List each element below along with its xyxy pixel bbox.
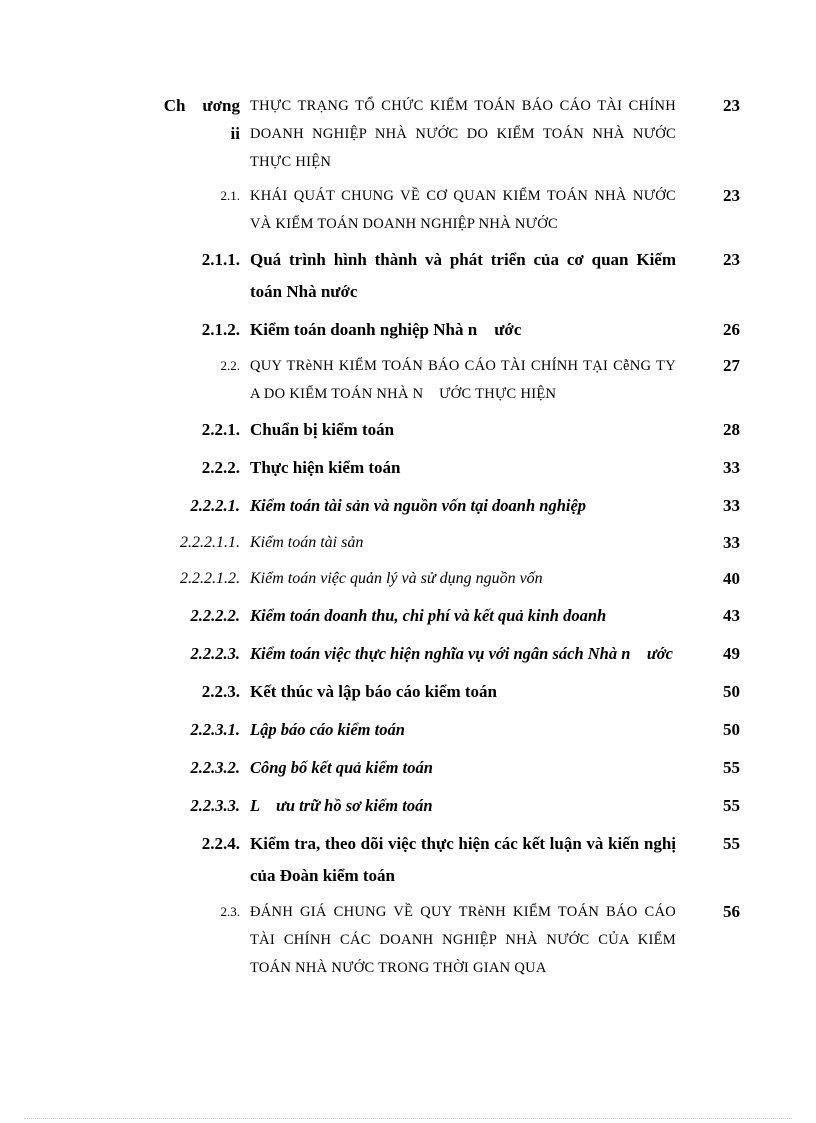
toc-row [140, 600, 750, 638]
toc-title: Kiểm toán việc quản lý và sử dụng nguồn vốn [250, 570, 543, 587]
toc-row [140, 676, 750, 714]
toc-number: 2.2.2.2. [190, 606, 240, 625]
toc-page: 49 [723, 644, 740, 663]
toc-page: 28 [723, 420, 740, 439]
table-of-contents [140, 92, 750, 988]
toc-title: QUY TRèNH KIỂM TOÁN BÁO CÁO TÀI CHÍNH TẠI CễNG TY A DO KIỂM TOÁN NHÀ N ƯỚC THỰC HIỆN [250, 358, 680, 402]
toc-page: 50 [723, 720, 740, 739]
toc-title: Kiểm tra, theo dõi việc thực hiện các kết luận và kiến nghị của Đoàn kiểm toán [250, 834, 676, 885]
toc-number: 2.2.2. [201, 458, 240, 477]
toc-title: Kiểm toán tài sản và nguồn vốn tại doanh nghiệp [250, 496, 587, 515]
page-bottom-divider [24, 1118, 792, 1119]
toc-number [140, 92, 250, 182]
toc-row-chapter-2 [140, 92, 750, 182]
toc-number: 2.2.2.1.2. [180, 570, 240, 587]
toc-row [140, 182, 750, 244]
toc-title: Quá trình hình thành và phát triển của cơ quan Kiểm toán Nhà nước [250, 250, 676, 301]
toc-page: 55 [723, 796, 740, 815]
toc-title: Kiểm toán doanh thu, chi phí và kết quả kinh doanh [250, 606, 607, 625]
toc-page: 23 [723, 250, 740, 269]
chapter-label: Ch ương [163, 96, 240, 115]
toc-page: 43 [723, 606, 740, 625]
chapter-numeral: ii [230, 124, 240, 143]
toc-page: 40 [723, 569, 740, 588]
toc-number: 2.2.2.1. [190, 496, 240, 515]
toc-number: 2.2.2.3. [190, 644, 240, 663]
toc-row [140, 244, 750, 314]
toc-row [140, 452, 750, 490]
toc-title: Kiểm toán tài sản [250, 534, 364, 551]
toc-title: Lập báo cáo kiểm toán [250, 720, 405, 739]
toc-number: 2.1.2. [201, 320, 240, 339]
toc-page: 27 [723, 356, 740, 375]
toc-title: L ưu trữ hồ sơ kiểm toán [250, 796, 433, 815]
toc-title: Thực hiện kiểm toán [250, 458, 401, 477]
toc-page: 23 [723, 96, 740, 115]
toc-title: THỰC TRẠNG TỔ CHỨC KIỂM TOÁN BÁO CÁO TÀI CHÍNH DOANH NGHIỆP NHÀ NƯỚC DO KIỂM TOÁN NHÀ NƯỚC THỰC HIỆN [250, 98, 676, 170]
toc-page: 23 [723, 186, 740, 205]
toc-page: 33 [723, 458, 740, 477]
toc-row [140, 752, 750, 790]
toc-page: 55 [723, 834, 740, 853]
toc-row [140, 414, 750, 452]
toc-page: 33 [723, 533, 740, 552]
toc-number: 2.2.3.1. [190, 720, 240, 739]
toc-number: 2.1.1. [201, 250, 240, 269]
toc-row [140, 828, 750, 898]
toc-row [140, 314, 750, 352]
toc-page: 50 [723, 682, 740, 701]
toc-row [140, 898, 750, 988]
toc-row [140, 564, 750, 600]
toc-number: 2.2. [220, 358, 240, 373]
toc-page: 33 [723, 496, 740, 515]
toc-number: 2.1. [220, 188, 240, 203]
toc-title: ĐÁNH GIÁ CHUNG VỀ QUY TRèNH KIỂM TOÁN BÁO CÁO TÀI CHÍNH CÁC DOANH NGHIỆP NHÀ NƯỚC CỦA KIỂM TOÁN NHÀ NƯỚC TRONG THỜI GIAN QUA [250, 904, 676, 976]
toc-title: Chuẩn bị kiểm toán [250, 420, 395, 439]
toc-number: 2.2.3. [201, 682, 240, 701]
toc-row [140, 790, 750, 828]
toc-number: 2.2.1. [201, 420, 240, 439]
toc-number: 2.2.4. [201, 834, 240, 853]
toc-row [140, 352, 750, 414]
toc-number: 2.2.3.2. [190, 758, 240, 777]
toc-number: 2.2.3.3. [190, 796, 240, 815]
toc-number: 2.2.2.1.1. [180, 534, 240, 551]
toc-page: 56 [723, 902, 740, 921]
toc-row [140, 714, 750, 752]
toc-title: Kết thúc và lập báo cáo kiểm toán [250, 682, 497, 701]
toc-page: 26 [723, 320, 740, 339]
toc-title: Kiểm toán việc thực hiện nghĩa vụ với ngân sách Nhà n ước [250, 644, 673, 663]
toc-title: Kiểm toán doanh nghiệp Nhà n ước [250, 320, 522, 339]
toc-row [140, 528, 750, 564]
toc-title: KHÁI QUÁT CHUNG VỀ CƠ QUAN KIỂM TOÁN NHÀ NƯỚC VÀ KIỂM TOÁN DOANH NGHIỆP NHÀ NƯỚC [250, 188, 676, 232]
toc-number: 2.3. [220, 904, 240, 919]
toc-row [140, 490, 750, 528]
toc-title: Công bố kết quả kiểm toán [250, 758, 433, 777]
toc-row [140, 638, 750, 676]
toc-page: 55 [723, 758, 740, 777]
